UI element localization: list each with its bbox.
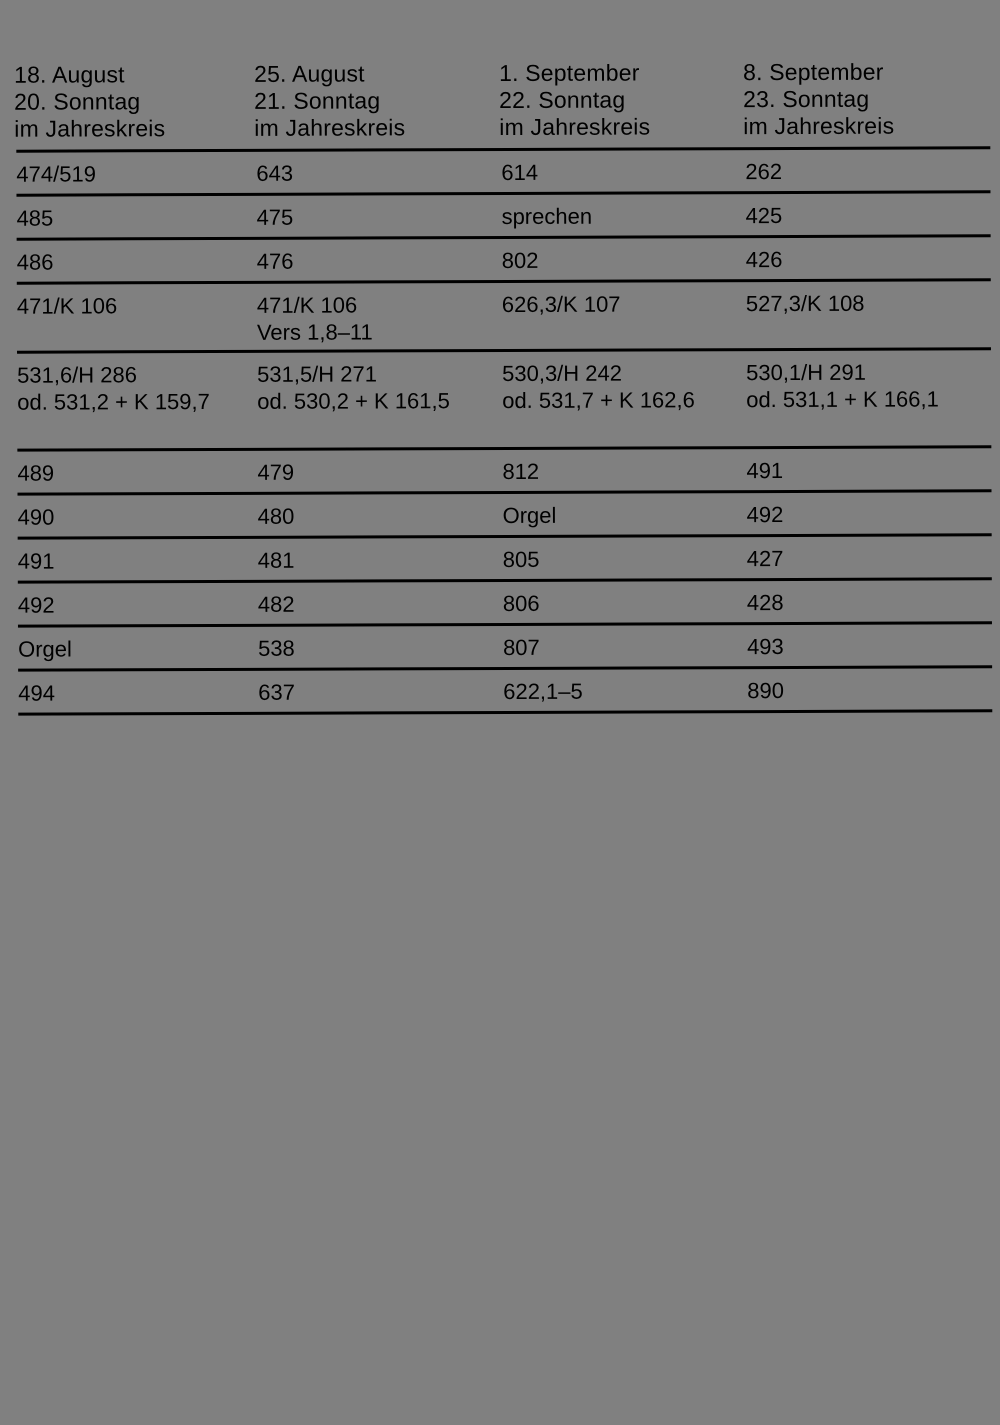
column-sunday: 20. Sonntag <box>14 88 141 115</box>
cell-line: Orgel <box>502 502 557 528</box>
row-divider <box>17 278 991 284</box>
table-header <box>14 58 988 149</box>
column-header <box>254 60 499 149</box>
row-divider <box>18 489 992 495</box>
row-divider <box>17 234 991 240</box>
table-cell <box>258 590 503 618</box>
cell-line: 425 <box>745 203 783 229</box>
cell-line: 890 <box>747 678 784 704</box>
table-cell <box>18 635 258 663</box>
table-cell <box>747 676 992 704</box>
cell-line: 637 <box>258 679 295 705</box>
column-header <box>743 58 988 147</box>
column-season: im Jahreskreis <box>499 113 651 141</box>
table-cell <box>502 457 746 485</box>
table-cell <box>17 292 257 347</box>
table-cell <box>501 158 745 186</box>
row-divider <box>18 709 992 715</box>
cell-line: 427 <box>746 546 784 572</box>
cell-line: 807 <box>503 634 540 660</box>
cell-line: od. 530,2 + K 161,5 <box>257 388 450 414</box>
table-cell <box>746 358 991 413</box>
cell-line: 491 <box>746 458 784 484</box>
column-date: 25. August <box>254 60 365 87</box>
row-divider <box>18 533 992 539</box>
table-cell <box>747 500 992 528</box>
table-cell <box>503 501 747 529</box>
cell-line: Orgel <box>18 636 72 662</box>
cell-line: 527,3/K 108 <box>745 290 865 317</box>
column-date: 8. September <box>742 58 884 86</box>
cell-line: 538 <box>258 635 295 661</box>
cell-line: 643 <box>256 160 294 186</box>
table-cell <box>16 160 256 188</box>
cell-line: Vers 1,8–11 <box>256 319 373 345</box>
table-cell <box>502 246 746 274</box>
cell-line: 494 <box>18 680 55 706</box>
cell-line: 486 <box>16 249 54 275</box>
cell-line: od. 531,7 + K 162,6 <box>502 387 695 413</box>
column-sunday: 23. Sonntag <box>743 85 870 113</box>
table-row <box>18 632 992 662</box>
cell-line: 479 <box>257 459 295 485</box>
column-season: im Jahreskreis <box>743 112 895 140</box>
table-cell <box>257 247 502 275</box>
table-row <box>18 676 992 706</box>
cell-line: 622,1–5 <box>503 678 583 704</box>
table-cell <box>258 546 503 574</box>
table-cell <box>746 456 991 484</box>
cell-line: 802 <box>501 247 539 273</box>
table-cell <box>18 547 258 575</box>
cell-line: 626,3/K 107 <box>501 291 621 317</box>
cell-line: 493 <box>747 634 784 660</box>
row-divider <box>18 665 992 671</box>
cell-line: 482 <box>257 591 295 617</box>
table-cell <box>257 360 502 415</box>
table-row <box>18 544 992 574</box>
column-date: 1. September <box>499 59 640 87</box>
cell-line: 474/519 <box>16 161 96 187</box>
cell-line: 475 <box>256 204 294 230</box>
table-cell <box>747 544 992 572</box>
table-row <box>17 456 991 486</box>
table-cell <box>18 679 258 707</box>
cell-line: 614 <box>501 159 539 185</box>
table-cell <box>503 545 747 573</box>
cell-line: 480 <box>257 503 295 529</box>
cell-line: 530,3/H 242 <box>502 360 623 386</box>
cell-line: 491 <box>17 548 55 574</box>
cell-line: 428 <box>746 590 784 616</box>
table-cell <box>501 202 745 230</box>
table-cell <box>747 632 992 660</box>
table-cell <box>258 502 503 530</box>
table-cell <box>18 591 258 619</box>
table-cell <box>745 157 990 185</box>
cell-line: sprechen <box>501 203 593 229</box>
table-cell <box>257 203 502 231</box>
table-cell <box>258 678 503 706</box>
table-row <box>17 201 991 231</box>
cell-line: 531,6/H 286 <box>17 362 138 388</box>
table-cell <box>256 159 501 187</box>
cell-line: 476 <box>256 248 294 274</box>
table-cell <box>17 361 257 416</box>
cell-line: 471/K 106 <box>16 293 118 319</box>
cell-line: 490 <box>17 504 55 530</box>
table-cell <box>257 291 502 346</box>
row-divider <box>18 577 992 583</box>
column-season: im Jahreskreis <box>254 114 406 141</box>
column-header <box>14 61 254 150</box>
table-cell <box>258 634 503 662</box>
table-row <box>17 289 991 346</box>
cell-line: 805 <box>502 546 540 572</box>
table-cell <box>257 458 502 486</box>
column-sunday: 21. Sonntag <box>254 87 381 114</box>
cell-line: 262 <box>745 159 783 185</box>
column-season: im Jahreskreis <box>14 115 166 142</box>
cell-line: 492 <box>17 592 55 618</box>
cell-line: 485 <box>16 205 54 231</box>
table-row <box>17 358 991 415</box>
table-row <box>18 588 992 618</box>
row-divider <box>17 347 991 353</box>
cell-line: 481 <box>257 547 295 573</box>
table-row <box>17 245 991 275</box>
table-cell <box>747 588 992 616</box>
table-cell <box>17 248 257 276</box>
table-cell <box>502 359 746 414</box>
cell-line: 530,1/H 291 <box>746 359 867 386</box>
cell-line: 492 <box>746 502 784 528</box>
table-row <box>18 500 992 530</box>
column-header <box>499 59 743 148</box>
table-cell <box>503 677 747 705</box>
table-cell <box>746 245 991 273</box>
cell-line: 812 <box>502 458 540 484</box>
cell-line: od. 531,2 + K 159,7 <box>17 389 210 415</box>
table-row <box>16 157 990 187</box>
table-cell <box>745 201 990 229</box>
row-divider <box>17 445 991 451</box>
row-divider <box>18 621 992 627</box>
table-cell <box>17 459 257 487</box>
table-cell <box>746 289 991 344</box>
cell-line: 531,5/H 271 <box>257 361 378 387</box>
table-cell <box>17 204 257 232</box>
row-divider <box>16 190 990 196</box>
cell-line: 471/K 106 <box>256 292 358 318</box>
cell-line: 806 <box>502 590 540 616</box>
cell-line: 489 <box>17 460 55 486</box>
column-date: 18. August <box>14 61 125 88</box>
column-sunday: 22. Sonntag <box>499 86 626 114</box>
table-cell <box>502 290 746 345</box>
table-cell <box>503 633 747 661</box>
table-cell <box>18 503 258 531</box>
cell-line: od. 531,1 + K 166,1 <box>746 386 939 413</box>
cell-line: 426 <box>745 247 783 273</box>
table-cell <box>503 589 747 617</box>
